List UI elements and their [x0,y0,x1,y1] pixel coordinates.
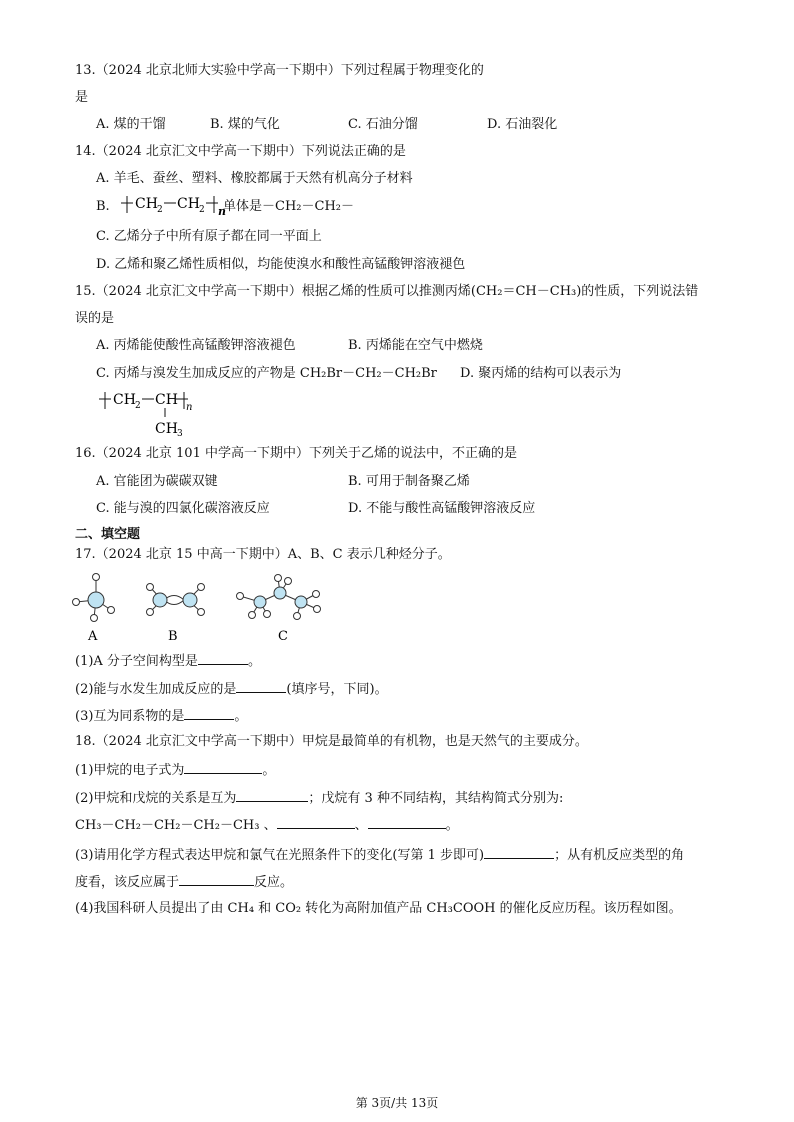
q18-part3-text: (3)请用化学方程式表达甲烷和氯气在光照条件下的变化(写第 1 步即可) [75,848,485,863]
molecule-label-b: B [168,629,178,644]
q18-part1-end: 。 [262,763,276,778]
q18-part2-text: (2)甲烷和戊烷的关系是互为 [75,791,237,806]
molecule-a-model [73,574,115,622]
q18-separator: 、 [354,818,368,833]
q18-part2-end: 。 [445,818,459,833]
q18-part1 [75,761,275,779]
q15-option-c: C. 丙烯与溴发生加成反应的产物是 CH₂Br－CH₂－CH₂Br [96,366,437,381]
q18-answer-blank-2[interactable] [236,789,308,802]
q17-part2 [75,680,388,698]
svg-text:2: 2 [199,205,205,215]
q15-option-b: B. 丙烯能在空气中燃烧 [348,338,483,353]
q18-stem: 18.（2024 北京汇文中学高一下期中）甲烷是最简单的有机物，也是天然气的主要成分。 [75,734,588,749]
svg-text:2: 2 [157,205,163,215]
q14-option-a: A. 羊毛、蚕丝、塑料、橡胶都属于天然有机高分子材料 [96,171,413,186]
q18-part3-line2: 度看，该反应属于 [75,875,180,890]
svg-text:CH: CH [177,196,200,212]
molecule-b-model [147,584,205,616]
molecule-c-model [237,575,321,620]
q18-part3-cont [75,873,293,891]
svg-text:CH: CH [113,392,136,408]
molecule-label-c: C [278,629,288,644]
q15-stem: 15.（2024 北京汇文中学高一下期中）根据乙烯的性质可以推测丙烯(CH₂＝CH－CH₃)的性质，下列说法错 [75,284,699,299]
svg-text:CH: CH [135,196,158,212]
q13-option-b: B. 煤的气化 [210,117,280,132]
q17-part3-text: (3)互为同系物的是 [75,709,185,724]
svg-text:2: 2 [135,401,141,411]
svg-text:CH: CH [155,392,178,408]
q13-option-c: C. 石油分馏 [348,117,418,132]
polypropylene-structure [96,388,206,438]
q18-answer-blank-3[interactable] [277,816,355,829]
svg-text:CH: CH [155,421,178,437]
q17-part1 [75,652,261,670]
q15-option-a: A. 丙烯能使酸性高锰酸钾溶液褪色 [96,338,296,353]
molecule-models-figure [66,566,336,650]
q14-option-b-label: B. [96,199,110,214]
q17-part3 [75,707,247,725]
q13-stem: 13.（2024 北京北师大实验中学高一下期中）下列过程属于物理变化的 [75,63,484,78]
q13-option-d: D. 石油裂化 [487,117,558,132]
q18-part2 [75,789,563,807]
q17-stem: 17.（2024 北京 15 中高一下期中）A、B、C 表示几种烃分子。 [75,547,451,562]
q18-part3-mid: ；从有机反应类型的角 [554,848,685,863]
q17-part1-end: 。 [247,654,261,669]
q15-option-d: D. 聚丙烯的结构可以表示为 [460,366,622,381]
q16-option-d: D. 不能与酸性高锰酸钾溶液反应 [348,501,536,516]
q14-option-c: C. 乙烯分子中所有原子都在同一平面上 [96,229,322,244]
molecule-label-a: A [88,629,98,644]
page-number: 第 3页/共 13页 [355,1096,439,1110]
q18-part3 [75,846,684,864]
q14-option-d: D. 乙烯和聚乙烯性质相似，均能使溴水和酸性高锰酸钾溶液褪色 [96,257,466,272]
svg-text:3: 3 [177,429,183,438]
q13-stem-cont: 是 [75,90,89,105]
q18-answer-blank-6[interactable] [179,873,254,886]
q16-option-a: A. 官能团为碳碳双键 [96,474,218,489]
q13-option-a: A. 煤的干馏 [96,117,166,132]
q17-answer-blank-3[interactable] [184,707,234,720]
svg-text:n: n [218,205,226,218]
q18-answer-blank-5[interactable] [484,846,554,859]
q18-part1-text: (1)甲烷的电子式为 [75,763,185,778]
q18-answer-blank-1[interactable] [184,761,262,774]
q16-option-b: B. 可用于制备聚乙烯 [348,474,470,489]
section-heading: 二、填空题 [75,527,141,542]
q18-part2-mid: ；戊烷有 3 种不同结构，其结构简式分别为: [308,791,564,806]
q17-answer-blank-1[interactable] [198,652,248,665]
q15-stem-cont: 误的是 [75,311,115,326]
q16-stem: 16.（2024 北京 101 中学高一下期中）下列关于乙烯的说法中，不正确的是 [75,446,517,461]
q18-part4: (4)我国科研人员提出了由 CH₄ 和 CO₂ 转化为高附加值产品 CH₃COOH 的催化反应历程。该历程如图。 [75,901,682,916]
q14-stem: 14.（2024 北京汇文中学高一下期中）下列说法正确的是 [75,144,406,159]
q17-answer-blank-2[interactable] [236,680,286,693]
pentane-formula: CH₃－CH₂－CH₂－CH₂－CH₃ 、 [75,818,277,833]
q17-part2-end: (填序号，下同)。 [286,682,388,697]
q17-part1-text: (1)A 分子空间构型是 [75,654,198,669]
svg-text:n: n [186,402,193,413]
q18-part3-line2-end: 反应。 [254,875,294,890]
q14-option-b-text: 单体是－CH₂－CH₂－ [223,199,354,214]
q16-option-c: C. 能与溴的四氯化碳溶液反应 [96,501,270,516]
q17-part3-end: 。 [234,709,248,724]
q17-part2-text: (2)能与水发生加成反应的是 [75,682,237,697]
q18-answer-blank-4[interactable] [368,816,446,829]
q18-part2-formulas [75,816,459,834]
